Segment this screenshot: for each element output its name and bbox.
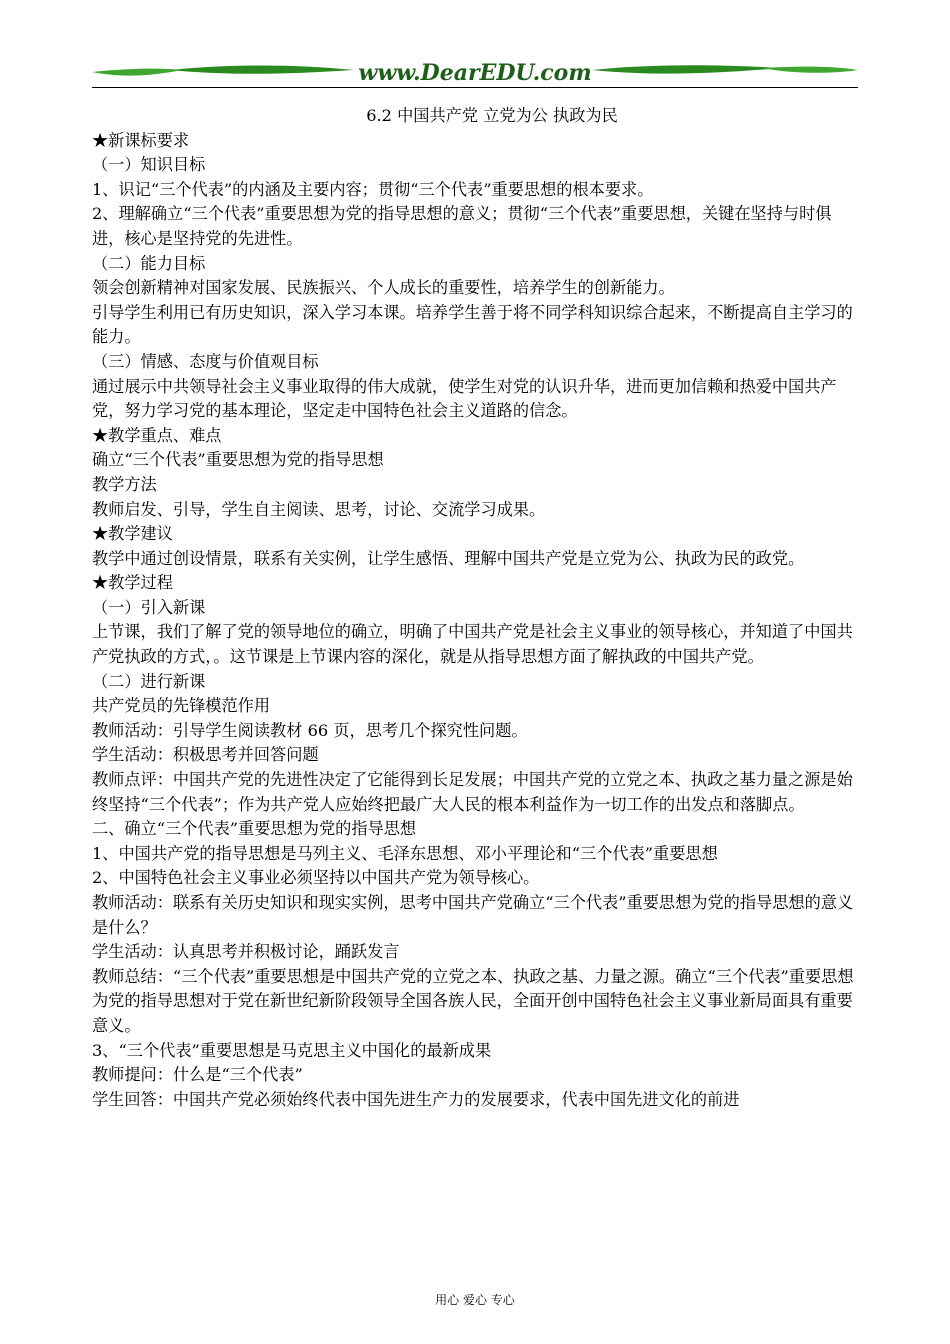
paragraph: （三）情感、态度与价值观目标	[92, 351, 319, 371]
paragraph: （二）进行新课	[92, 671, 206, 691]
paragraph: 教师活动：联系有关历史知识和现实实例，思考中国共产党确立“三个代表”重要思想为党的指导思想的意义是什么？	[92, 893, 854, 937]
document-body	[92, 104, 862, 1112]
page-footer: 用心 爱心 专心	[435, 1293, 515, 1307]
paragraph: 教师点评：中国共产党的先进性决定了它能得到长足发展；中国共产党的立党之本、执政之基力量之源是始终坚持“三个代表”；作为共产党人应始终把最广大人民的根本利益作为一切工作的出发点和落脚点。	[92, 770, 853, 814]
paragraph: （二）能力目标	[92, 253, 206, 273]
paragraph: 学生活动：积极思考并回答问题	[92, 745, 319, 765]
paragraph: ★教学建议	[92, 524, 173, 544]
site-header-banner	[92, 58, 858, 90]
paragraph: 教学中通过创设情景，联系有关实例，让学生感悟、理解中国共产党是立党为公、执政为民的政党。	[92, 548, 805, 568]
paragraph: 教学方法	[92, 474, 157, 494]
paragraph: 2、中国特色社会主义事业必须坚持以中国共产党为领导核心。	[92, 868, 540, 888]
paragraph: 确立“三个代表”重要思想为党的指导思想	[92, 450, 384, 470]
paragraph: ★新课标要求	[92, 130, 190, 150]
paragraph: 领会创新精神对国家发展、民族振兴、个人成长的重要性，培养学生的创新能力。	[92, 278, 675, 298]
paragraph: 2、理解确立“三个代表”重要思想为党的指导思想的意义；贯彻“三个代表”重要思想，关键在坚持与时俱进，核心是坚持党的先进性。	[92, 204, 832, 248]
header-divider	[92, 87, 858, 88]
paragraph: （一）引入新课	[92, 597, 206, 617]
page-title: 6.2 中国共产党 立党为公 执政为民	[366, 106, 618, 125]
paragraph: ★教学重点、难点	[92, 425, 222, 445]
paragraph: 教师活动：引导学生阅读教材 66 页，思考几个探究性问题。	[92, 720, 528, 740]
site-url: www.DearEDU.com	[358, 60, 592, 86]
paragraph: 上节课，我们了解了党的领导地位的确立，明确了中国共产党是社会主义事业的领导核心，并知道了中国共产党执政的方式，。这节课是上节课内容的深化，就是从指导思想方面了解执政的中国共产党。	[92, 622, 853, 667]
paragraph: 通过展示中共领导社会主义事业取得的伟大成就，使学生对党的认识升华，进而更加信赖和热爱中国共产党，努力学习党的基本理论，坚定走中国特色社会主义道路的信念。	[92, 376, 837, 421]
paragraph: 教师总结：“三个代表”重要思想是中国共产党的立党之本、执政之基、力量之源。确立“三个代表”重要思想为党的指导思想对于党在新世纪新阶段领导全国各族人民，全面开创中国特色社会主义事业新局面具有重要意义。	[92, 966, 854, 1035]
paragraph: ★教学过程	[92, 573, 173, 593]
paragraph: 1、识记“三个代表”的内涵及主要内容；贯彻“三个代表”重要思想的根本要求。	[92, 179, 654, 199]
paragraph: 1、中国共产党的指导思想是马列主义、毛泽东思想、邓小平理论和“三个代表”重要思想	[92, 843, 718, 863]
paragraph: 教师启发、引导，学生自主阅读、思考，讨论、交流学习成果。	[92, 499, 546, 519]
paragraph: （一）知识目标	[92, 155, 206, 175]
paragraph: 教师提问：什么是“三个代表”	[92, 1065, 303, 1085]
paragraph: 3、“三个代表”重要思想是马克思主义中国化的最新成果	[92, 1040, 492, 1060]
paragraph: 学生回答：中国共产党必须始终代表中国先进生产力的发展要求，代表中国先进文化的前进	[92, 1089, 740, 1109]
paragraph: 共产党员的先锋模范作用	[92, 696, 271, 716]
paragraph: 二、确立“三个代表”重要思想为党的指导思想	[92, 819, 417, 839]
paragraph: 引导学生利用已有历史知识，深入学习本课。培养学生善于将不同学科知识综合起来，不断提高自主学习的能力。	[92, 302, 853, 347]
paragraph: 学生活动：认真思考并积极讨论，踊跃发言	[92, 942, 400, 962]
